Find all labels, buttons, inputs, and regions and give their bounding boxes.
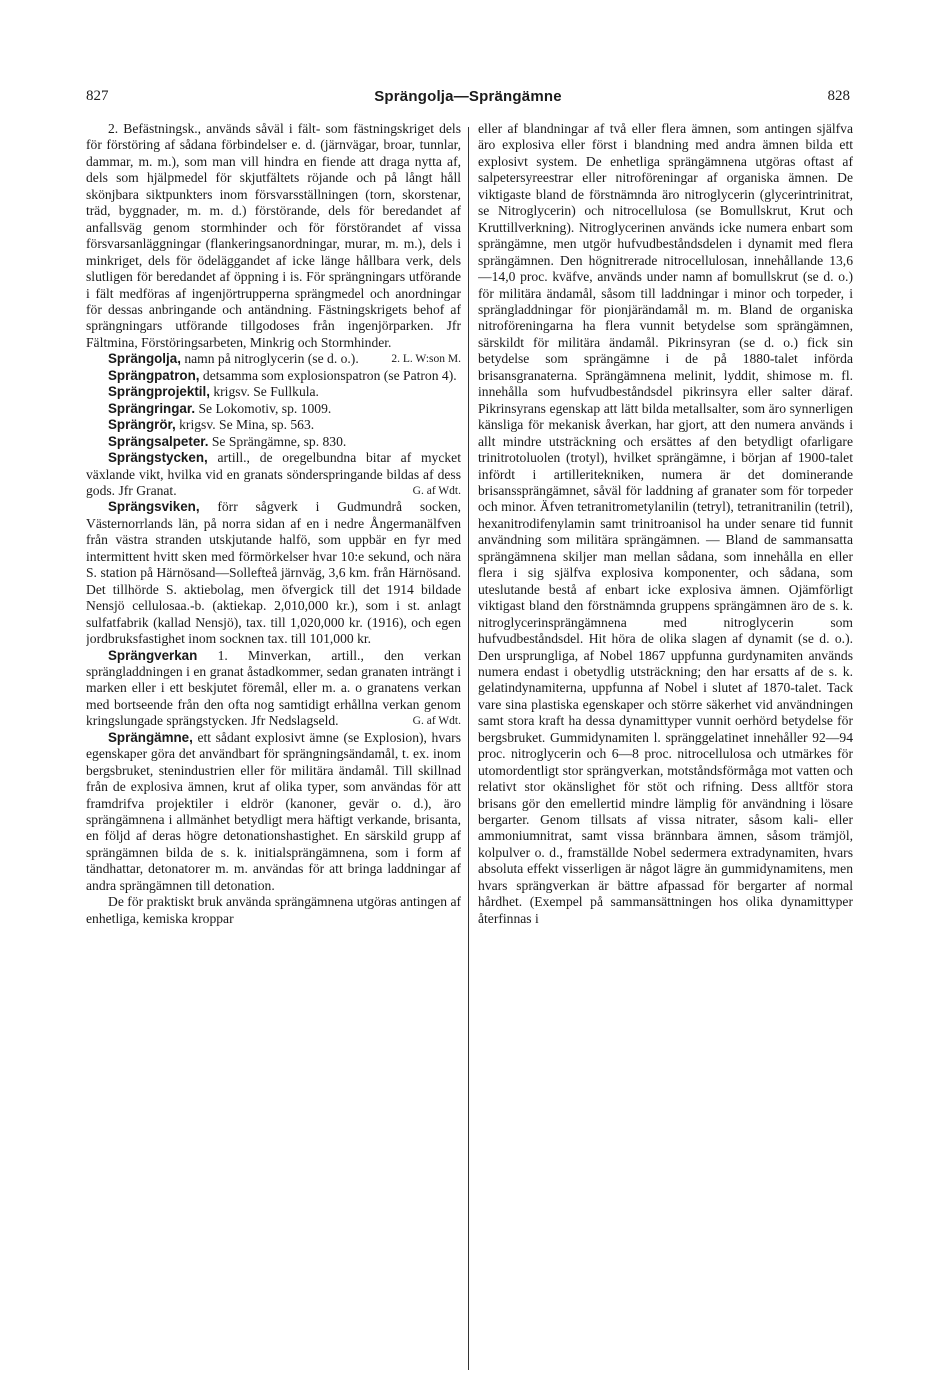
entry-text: detsamma som explosionspatron (se Patron 4). bbox=[202, 367, 457, 383]
entry bbox=[86, 450, 461, 499]
entry-headword: Sprängpatron, bbox=[108, 367, 200, 383]
entry-text: namn på nitroglycerin (se d. o.). bbox=[184, 351, 359, 367]
entry bbox=[86, 648, 461, 730]
entry-text: 1. Minverkan, artill., den verkan sprängladdningen i en granat åstadkommer, sedan granaten inträngt i marken eller i ett beskjutet föremål, eller m. a. o granatens verkan med bortseende från den ofta nog samtidigt erhållna verkan genom kringslungade sprängstycken. Jfr Nedslagseld. bbox=[86, 647, 461, 729]
entry bbox=[86, 730, 461, 895]
column-divider bbox=[468, 127, 469, 1370]
entry-text: krigsv. Se Mina, sp. 563. bbox=[179, 417, 315, 433]
entry bbox=[86, 384, 461, 400]
entry-headword: Sprängrör, bbox=[108, 417, 176, 433]
entry-text: förr sågverk i Gudmundrå socken, Västernorrlands län, på norra sidan af en i nedre Ångermanälfven från västra stranden utskjutande halfö, som uppbär en fyr med intermittent hvitt sken med förmörkelser hvar 10:e sekund, och nära S. station på Härnösand—Sollefteå järnväg, 3,6 km. från Härnösand. Det tillhörde S. aktiebolag, men öfvergick till det 1914 bildade Nensjö cellulosaa.-b. (aktiekap. 2,010,000 kr.), som i st. anlagt sulfatfabrik (kallad Nensjö), tax. till 1,020,000 kr. (1916), och egen jordbruksfastighet inom socknen tax. till 101,000 kr. bbox=[86, 499, 461, 647]
entry-headword: Sprängprojektil, bbox=[108, 384, 210, 400]
right-column bbox=[478, 121, 853, 1371]
entry bbox=[86, 417, 461, 433]
entry-text: De för praktiskt bruk använda sprängämnena utgöras antingen af enhetliga, kemiska kroppar bbox=[86, 894, 461, 926]
entry-text: ett sådant explosivt ämne (se Explosion), hvars egenskaper göra det användbart för sprängningsändamål, t. ex. inom bergsbruket, stenindustrien eller för militära ändamål. Till skillnad från de explosiva ämnen, krut af olika typer, som användas för att framdrifva projektiler i eldrör (kanoner, gevär o. d.), äro sprängämnena i allmänhet betydligt mera häftigt verkande, brisanta, en följd af deras högre detonationshastighet. En särskild grupp af sprängämnen bilda de s. k. initialsprängämnena, som i form af tändhattar, detonatorer m. m. användas för att bringa laddningar af andra sprängämnen till detonation. bbox=[86, 729, 461, 893]
entry-headword: Sprängsalpeter. bbox=[108, 433, 209, 449]
page-number-left: 827 bbox=[86, 88, 109, 104]
author-signature: G. af Wdt. bbox=[412, 484, 461, 497]
entry-headword: Sprängolja, bbox=[108, 351, 181, 367]
entry-text: artill., de oregelbundna bitar af mycket växlande vikt, hvilka vid en granats sönderspringande bildas af dess gods. Jfr Granat. bbox=[86, 450, 461, 498]
entry-text: Se Lokomotiv, sp. 1009. bbox=[198, 400, 332, 416]
entry-text: eller af blandningar af två eller flera ämnen, som antingen själfva äro explosiva eller först i blandning med andra ämnen bilda ett explosivt system. De enhetliga sprängämnena utgöras oftast af salpetersyreestrar eller nitroföreningar af organiska ämnen. De viktigaste bland de förstnämnda äro nitroglycerin (glycerintrinitrat, se Nitroglycerin) och nitrocellulosa (se Bomullskrut, Krut och Kruttillverkning). Nitroglycerinen används icke numera enbart som sprängämne, men utgör hufvudbeståndsdelen i dynamit med flera sprängämnen. Den högnitrerade nitrocellulosan, innehållande 13,6—14,0 proc. kväfve, används under namn af bomullskrut (se d. o.) för militära ändamål, såsom till laddningar i minor och torpeder, i sprängladdningar för pionjärändamål m. m. Bland de organiska nitroföreningarna ha flera vunnit betydelse som sprängämnen, särskildt för militära ändamål. Pikrinsyran (se d. o.) fick sin betydelse som sprängämne i de på 1880-talet införda brisansgranaterna. Sprängämnena melinit, lyddit, shimose m. fl. innehålla som hufvudbeståndsdel pikrinsyra eller salter däraf. Pikrinsyrans egenskap att lätt bilda metallsalter, som äro synnerligen känsliga för mekanisk åverkan, har gjort, att den numera används i allt mindre utsträckning och ersättes af den betydligt ofarligare trinitrotoluolen (trotyl), hvilket sprängämne, i början af 1900-talet infördt i artilleritekniken, numera är det dominerande brisanssprängämnet, såväl för laddning af granater som för torpeder och minor. Äfven tetranitrometylanilin (tetryl), tetranitranilin (tetril), hexanitrodifenylamin samt trinitroanisol ha under senare tid funnit användning som militära sprängämnen. — Bland de sammansatta sprängämnena skiljer man mellan sådana, som innehålla en eller flera i sig själfva explosiva komponenter, och sådana, som uteslutande bestå af enbart icke explosiva ämnen. Ojämförligt viktigast bland den förstnämnda gruppens sprängämnen äro de s. k. nitroglycerinsprängämnena med nitroglycerin som hufvudbeståndsdel. Hit höra de olika slagen af dynamit (se d. o.). Den ursprungliga, af Nobel 1867 uppfunna gurdynamiten används numera endast i obetydlig utsträckning; den har ersatts af de s. k. gelatindynamiterna, uppfunna af Nobel i slutet af 1870-talet. Tack vare sina plastiska egenskaper och större säkerhet vid användningen samt stora kraft ha dessa dynamittyper vunnit oerhörd betydelse för bergsbruket. Gummidynamiten l. spränggelatinet innehåller 92—94 proc. nitroglycerin och 6—8 proc. nitrocellulosa och utmärkes för utomordentligt stor sprängverkan, motståndsförmåga mot vatten och relativt stor okänslighet för stöt och rifning. Dess alltför stora brisans gör den emellertid mindre lämplig för användning i lösare bergarter. Genom tillsats af vissa nitrater, såsom kali- eller ammoniumnitrat, samt vissa brännbara ämnen, såsom trämjöl, kolpulver o. d., framställde Nobel sedermera extradynamiten, hvars absoluta effekt visserligen är något lägre än gummidynamitens, men hvars sprängverkan är bättre afpassad för bergarter af normal hårdhet. (Exempel på sammansättningen hos olika dynamittyper återfinnas i bbox=[478, 121, 853, 926]
entry bbox=[86, 368, 461, 384]
entry-text: krigsv. Se Fullkula. bbox=[213, 384, 319, 400]
running-title: Sprängolja—Sprängämne bbox=[374, 88, 562, 105]
author-signature: 2. L. W:son M. bbox=[391, 353, 461, 366]
article-continuation bbox=[478, 121, 853, 927]
paragraph bbox=[86, 894, 461, 927]
entry-text: 2. Befästningsk., används såväl i fält- som fästningskriget dels för förstöring af sådana förbindelser e. d. (järnvägar, broar, tunnlar, dammar, m. m.), som man vill hindra en fiende att draga nytta af, dels som hjälpmedel för skjutfältets röjande och på långt håll skönjbara siktpunkters inom försvarsställningen (torn, skorstenar, träd, byggnader, m. m. d.) förstörande, dels för beredandet af anfallsväg genom stormhinder och för förstörandet af vissa försvarsanläggningar (flankeringsanordningar, murar, m. m.), dels i minkriget, dels för ödeläggandet af icke länge hållbara verk, dels slutligen för beredandet af öppning i is. För sprängningars utförande i fält medföras af ingenjörtrupperna sprängmedel och anordningar för dessas anbringande och antändning. Fästningskrigets behof af sprängningars utförande tillgodoses från ingenjörparken. Jfr Fältmina, Förstöringsarbeten, Minkrig och Stormhinder. bbox=[86, 121, 461, 350]
entry bbox=[86, 401, 461, 417]
author-signature: G. af Wdt. bbox=[412, 715, 461, 728]
entry-headword: Sprängverkan bbox=[108, 647, 198, 663]
entry-text: Se Sprängämne, sp. 830. bbox=[211, 433, 347, 449]
entry-headword: Sprängringar. bbox=[108, 400, 196, 416]
entry-headword: Sprängstycken, bbox=[108, 450, 208, 466]
page-header bbox=[86, 88, 850, 108]
left-column bbox=[86, 121, 461, 1371]
entry bbox=[86, 434, 461, 450]
entry-headword: Sprängämne, bbox=[108, 729, 193, 745]
entry bbox=[86, 499, 461, 647]
page-number-right: 828 bbox=[827, 88, 850, 104]
entry-headword: Sprängsviken, bbox=[108, 499, 200, 515]
